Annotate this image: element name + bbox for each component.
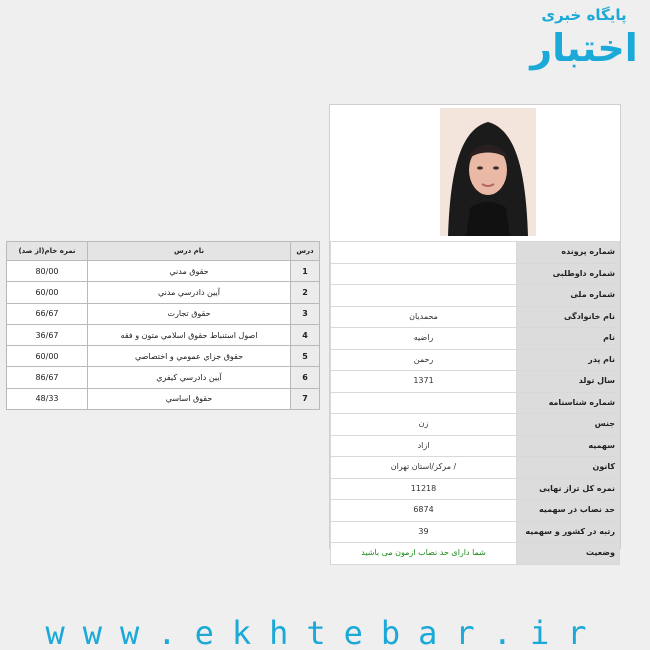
course-number: 1 <box>291 261 320 282</box>
info-row <box>331 349 620 371</box>
info-label: سال تولد <box>517 371 620 393</box>
info-value: 6874 <box>331 500 517 522</box>
course-score: 36/67 <box>7 324 88 345</box>
info-value: راضیه <box>331 328 517 350</box>
course-score: 48/33 <box>7 388 88 409</box>
info-value: 1371 <box>331 371 517 393</box>
info-label: نام خانوادگی <box>517 306 620 328</box>
candidate-info-table <box>330 241 620 565</box>
info-row <box>331 457 620 479</box>
course-number: 6 <box>291 367 320 388</box>
info-value <box>331 263 517 285</box>
info-label: نام پدر <box>517 349 620 371</box>
course-number: 5 <box>291 346 320 367</box>
header-course-name: نام درس <box>88 242 291 261</box>
info-value: / مرکز/استان تهران <box>331 457 517 479</box>
course-name: آيين دادرسي مدني <box>88 282 291 303</box>
info-value <box>331 242 517 264</box>
course-name: حقوق اساسي <box>88 388 291 409</box>
info-row <box>331 306 620 328</box>
course-name: اصول استنباط حقوق اسلامي متون و فقه <box>88 324 291 345</box>
info-value: 11218 <box>331 478 517 500</box>
course-number: 4 <box>291 324 320 345</box>
course-score: 60/00 <box>7 282 88 303</box>
info-label: نام <box>517 328 620 350</box>
info-label: شماره ملی <box>517 285 620 307</box>
grade-row <box>7 303 320 324</box>
info-label: جنس <box>517 414 620 436</box>
course-score: 66/67 <box>7 303 88 324</box>
brand-logo <box>522 4 646 84</box>
info-row <box>331 371 620 393</box>
course-score: 86/67 <box>7 367 88 388</box>
course-number: 3 <box>291 303 320 324</box>
info-row <box>331 242 620 264</box>
info-label: شماره داوطلبی <box>517 263 620 285</box>
person-portrait-icon <box>440 108 536 236</box>
info-label: رتبه در کشور و سهمیه <box>517 521 620 543</box>
info-row <box>331 263 620 285</box>
info-label: شماره شناسنامه <box>517 392 620 414</box>
info-row <box>331 285 620 307</box>
header-raw-score: نمره خام(از صد) <box>7 242 88 261</box>
info-label: وضعیت <box>517 543 620 565</box>
grades-header-row <box>7 242 320 261</box>
logo-subtitle: پایگاه خبری <box>541 6 627 24</box>
info-label: شماره پرونده <box>517 242 620 264</box>
grade-row <box>7 324 320 345</box>
grade-row <box>7 346 320 367</box>
logo-title: اختبار <box>530 26 638 70</box>
grade-row <box>7 388 320 409</box>
grade-row <box>7 367 320 388</box>
info-label: نمره کل تراز نهایی <box>517 478 620 500</box>
course-number: 7 <box>291 388 320 409</box>
info-value: رحمن <box>331 349 517 371</box>
info-row <box>331 500 620 522</box>
site-url: www.ekhtebar.ir <box>45 616 605 650</box>
info-label: حد نصاب در سهمیه <box>517 500 620 522</box>
info-value <box>331 285 517 307</box>
candidate-card <box>329 104 621 558</box>
info-value: زن <box>331 414 517 436</box>
info-value <box>331 392 517 414</box>
info-row <box>331 521 620 543</box>
course-name: حقوق جزاي عمومي و اختصاصي <box>88 346 291 367</box>
info-row <box>331 392 620 414</box>
course-name: حقوق تجارت <box>88 303 291 324</box>
info-row <box>331 435 620 457</box>
info-value: 39 <box>331 521 517 543</box>
grade-row <box>7 282 320 303</box>
info-row <box>331 414 620 436</box>
info-row <box>331 328 620 350</box>
info-row <box>331 478 620 500</box>
info-label: کانون <box>517 457 620 479</box>
info-row <box>331 543 620 565</box>
grades-table <box>6 241 320 410</box>
course-number: 2 <box>291 282 320 303</box>
course-score: 80/00 <box>7 261 88 282</box>
course-name: حقوق مدني <box>88 261 291 282</box>
info-value: ازاد <box>331 435 517 457</box>
info-label: سهمیه <box>517 435 620 457</box>
info-value: محمدیان <box>331 306 517 328</box>
course-name: آيين دادرسي كيفري <box>88 367 291 388</box>
grade-row <box>7 261 320 282</box>
info-value: شما دارای حد نصاب ازمون می باشید <box>331 543 517 565</box>
course-score: 60/00 <box>7 346 88 367</box>
header-course-number: درس <box>291 242 320 261</box>
